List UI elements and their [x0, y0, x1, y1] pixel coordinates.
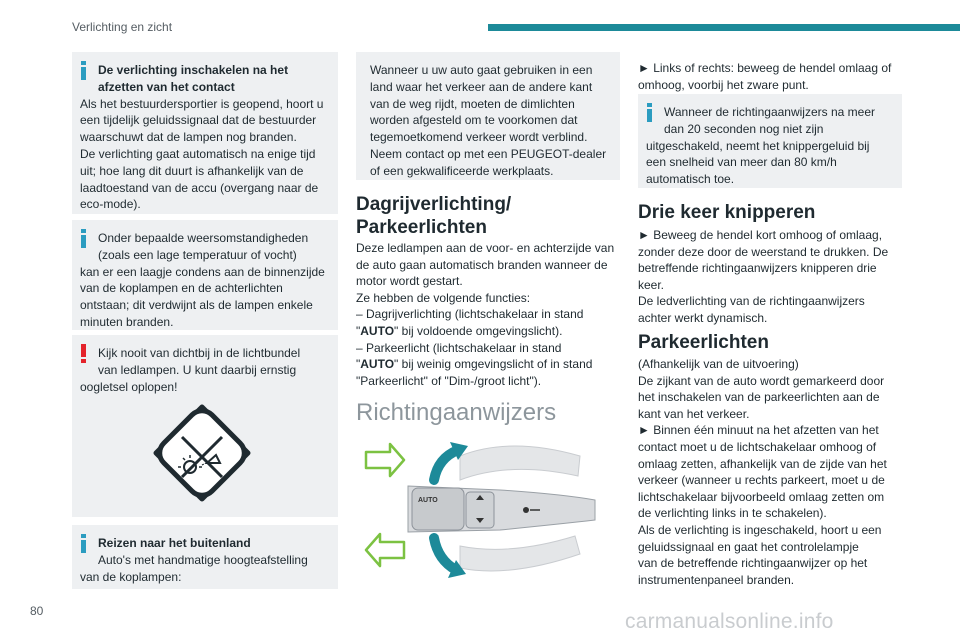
- page-number: 80: [30, 604, 44, 618]
- text-line: De ledverlichting van de richtingaanwijzers: [638, 294, 865, 309]
- text-fragment: " bij voldoende omgevingslicht).: [394, 323, 563, 338]
- text-line: betreffende richtingaanwijzers knipperen drie: [638, 261, 877, 276]
- info-icon: [647, 103, 652, 122]
- text-line: kant van het verkeer.: [638, 406, 750, 421]
- info-box-travel-abroad: [72, 525, 338, 589]
- parking-lights-description: [638, 356, 908, 588]
- heading-triple-flash: Drie keer knipperen: [638, 202, 816, 223]
- text-line: of een gekwalificeerde werkplaats.: [370, 163, 554, 178]
- text-line: uitgeschakeld, neemt het knippergeluid bij: [646, 138, 870, 153]
- text-line: Als de verlichting is ingeschakeld, hoort u een: [638, 522, 882, 537]
- text-line: het inschakelen van de parkeerlichten aan de: [638, 390, 880, 405]
- quote: ": [356, 357, 361, 372]
- text-line: van de betreffende richtingaanwijzer op het: [638, 556, 868, 571]
- warning-box-led-beam: [72, 335, 338, 517]
- text-line: "Parkeerlicht" of "Dim-/groot licht").: [356, 373, 542, 388]
- watermark: carmanualsonline.info: [625, 610, 834, 633]
- text-line: laadtoestand van de accu (overgang naar de: [80, 180, 319, 195]
- text-line: achter werkt dynamisch.: [638, 310, 768, 325]
- text-fragment: " bij weinig omgevingslicht of in stand: [394, 357, 593, 372]
- text-line: Neem contact op met een PEUGEOT-dealer: [370, 146, 607, 161]
- arrow-left-down-icon: [366, 534, 404, 566]
- info-box-dipped-beam-adjustment: [356, 52, 620, 180]
- text-line: ontstaan; dit verdwijnt als de lampen enkele: [80, 298, 313, 313]
- text-line: keer.: [638, 277, 665, 292]
- box-title: De verlichting inschakelen na het: [98, 63, 289, 77]
- heading-parking-lights: Parkeerlichten: [638, 332, 769, 353]
- text-line: automatisch toe.: [646, 172, 735, 187]
- text-line: de verlichting links in te schakelen).: [638, 506, 827, 521]
- text-line: Auto's met handmatige hoogteafstelling: [98, 552, 308, 567]
- text-line: verkeer (wanneer u rechts parkeert, moet u de: [638, 473, 885, 488]
- info-box-lighting-after-ignition: [72, 52, 338, 214]
- text-line: ► Binnen één minuut na het afzetten van het: [638, 423, 879, 438]
- info-icon: [81, 229, 86, 248]
- text-line: omlaag zetten, afhankelijk van de zijde van het: [638, 456, 887, 471]
- text-line: uit; hoe lang dit duurt is afhankelijk van de: [80, 163, 304, 178]
- text-line: oogletsel oplopen!: [80, 379, 178, 394]
- indicator-stalk-illustration: [360, 436, 620, 586]
- text-line: Als het bestuurdersportier is geopend, hoort u: [80, 96, 324, 111]
- text-line: instrumentenpaneel branden.: [638, 572, 795, 587]
- info-box-condensation: [72, 220, 338, 330]
- auto-label: AUTO: [360, 357, 395, 372]
- text-line: De verlichting gaat automatisch na enige tijd: [80, 146, 316, 161]
- text-line: een tijdelijk geluidssignaal dat de bestuurder: [80, 113, 317, 128]
- indicator-intro: [638, 60, 908, 93]
- text-line: worden afgesteld om te voorkomen dat: [370, 113, 578, 128]
- curved-up-arrow-icon: [434, 450, 458, 480]
- text-line: Onder bepaalde weersomstandigheden: [98, 231, 309, 245]
- text-line: Wanneer u uw auto gaat gebruiken in een: [370, 63, 593, 77]
- text-line: een snelheid van meer dan 80 km/h: [646, 155, 837, 170]
- text-line: zonder deze door de weerstand te drukken. De: [638, 244, 889, 259]
- text-line: minuten branden.: [80, 314, 174, 329]
- text-line: dan 20 seconden nog niet zijn: [664, 121, 824, 136]
- drl-description: [356, 240, 626, 389]
- text-line: kan er een laagje condens aan de binnenzijde: [80, 264, 325, 279]
- text-line: van de koplampen:: [80, 569, 182, 584]
- heading-indicators: Richtingaanwijzers: [356, 399, 557, 426]
- arrow-right-up-icon: [366, 444, 404, 476]
- text-line: [356, 356, 626, 373]
- text-line: Wanneer de richtingaanwijzers na meer: [664, 105, 875, 119]
- text-line: – Dagrijverlichting (lichtschakelaar in stand: [356, 307, 584, 322]
- text-line: van ledlampen. U kunt daarbij ernstig: [98, 362, 297, 377]
- text-line: motor wordt gestart.: [356, 274, 463, 289]
- auto-label: AUTO: [360, 323, 395, 338]
- text-line: van de weg rijdt, moeten de dimlichten: [370, 96, 575, 111]
- text-line: contact moet u de lichtschakelaar omhoog of: [638, 439, 877, 454]
- text-line: ► Links of rechts: beweeg de hendel omlaag of: [638, 61, 892, 75]
- text-line: [356, 323, 626, 340]
- text-line: land waar het verkeer aan de andere kant: [370, 79, 593, 94]
- text-line: (zoals een lage temperatuur of vocht): [98, 247, 297, 262]
- box-title: afzetten van het contact: [98, 79, 235, 94]
- quote: ": [356, 323, 361, 338]
- text-line: eco-mode).: [80, 197, 141, 212]
- text-line: lichtschakelaar bijvoorbeeld omlaag zetten om: [638, 489, 885, 504]
- text-line: Kijk nooit van dichtbij in de lichtbundel: [98, 346, 301, 360]
- text-line: De zijkant van de auto wordt gemarkeerd door: [638, 373, 885, 388]
- header-accent-bar: [488, 24, 960, 31]
- text-line: – Parkeerlicht (lichtschakelaar in stand: [356, 340, 562, 355]
- text-line: Deze ledlampen aan de voor- en achterzijde van: [356, 241, 615, 255]
- info-box-indicator-sound: [638, 94, 902, 188]
- box-title: Reizen naar het buitenland: [98, 536, 251, 550]
- heading-line: Parkeerlichten: [356, 217, 487, 238]
- triple-flash-description: [638, 227, 908, 327]
- text-line: omhoog, voorbij het zware punt.: [638, 77, 809, 92]
- heading-line: Dagrijverlichting/: [356, 194, 512, 215]
- text-line: geluidssignaal en gaat het controlelampje: [638, 539, 859, 554]
- warning-icon: [81, 344, 86, 363]
- section-title: Verlichting en zicht: [72, 20, 173, 34]
- text-line: (Afhankelijk van de uitvoering): [638, 357, 799, 371]
- do-not-look-at-led-icon: [152, 403, 252, 503]
- text-line: Ze hebben de volgende functies:: [356, 290, 531, 305]
- heading-daytime-running-lights: [356, 193, 511, 239]
- text-line: de auto gaan automatisch branden wanneer de: [356, 257, 608, 272]
- curved-down-arrow-icon: [434, 538, 456, 570]
- text-line: waarschuwt dat de lampen nog branden.: [80, 130, 297, 145]
- text-line: tegemoetkomend verkeer wordt verblind.: [370, 130, 588, 145]
- stalk-auto-label: AUTO: [418, 497, 438, 504]
- text-line: van de koplampen en de achterlichten: [80, 281, 283, 296]
- info-icon: [81, 61, 86, 80]
- text-line: ► Beweeg de hendel kort omhoog of omlaag,: [638, 228, 883, 242]
- info-icon: [81, 534, 86, 553]
